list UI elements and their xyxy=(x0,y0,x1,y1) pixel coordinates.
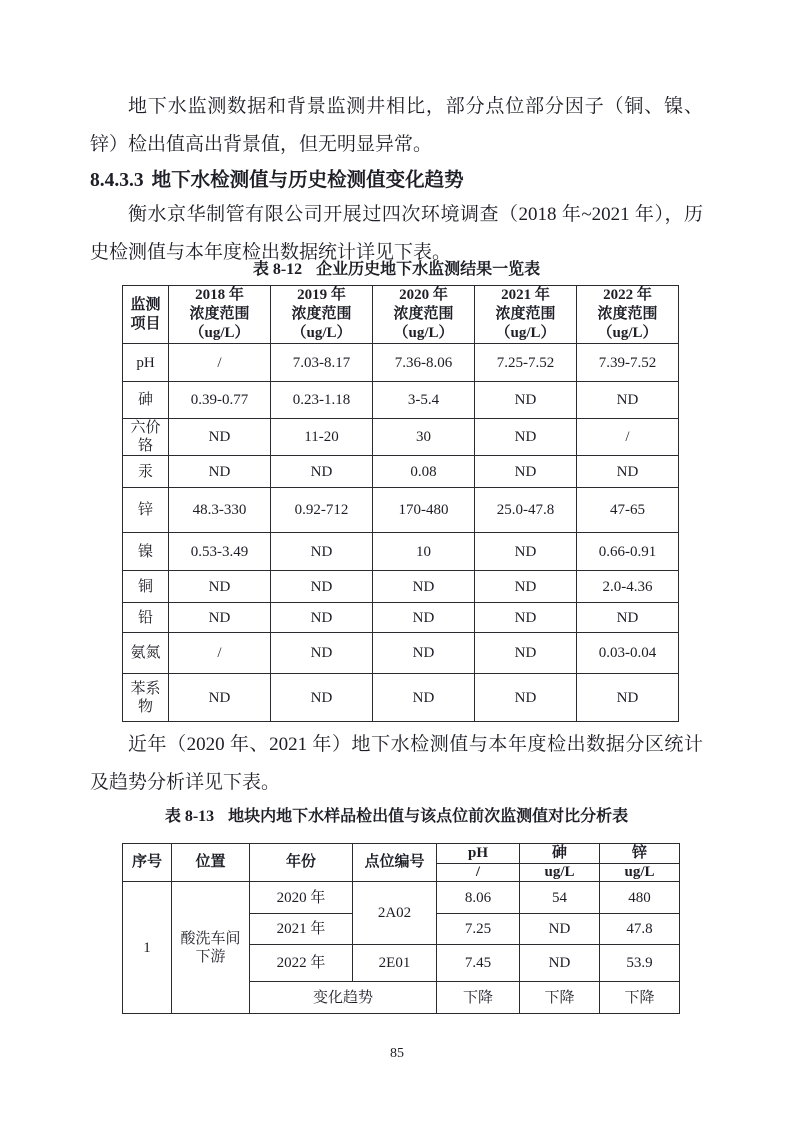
comparison-col-location: 位置 xyxy=(172,844,250,882)
group-no: 1 xyxy=(123,882,172,1014)
paragraph-recent: 近年（2020 年、2021 年）地下水检测值与本年度检出数据分区统计及趋势分析详见下表。 xyxy=(90,734,703,793)
table-row: 1 酸洗车间下游 2020 年 2A02 8.06 54 480 xyxy=(123,882,680,914)
comparison-table-caption-title: 地块内地下水样品检出值与该点位前次监测值对比分析表 xyxy=(228,808,629,825)
comparison-col-ph: pH xyxy=(437,844,520,864)
history-col-2019: 2019 年 浓度范围 （ug/L） xyxy=(271,286,373,344)
history-col-2022: 2022 年 浓度范围 （ug/L） xyxy=(577,286,679,344)
page-number: 85 xyxy=(390,1046,404,1061)
table-row: 锌 48.3-330 0.92-712 170-480 25.0-47.8 47-65 xyxy=(123,488,679,533)
table-row: 镍 0.53-3.49 ND 10 ND 0.66-0.91 xyxy=(123,533,679,571)
zinc-unit: ug/L xyxy=(600,864,680,882)
section-number: 8.4.3.3 xyxy=(90,170,144,191)
row-item-label: 苯系物 xyxy=(123,674,169,722)
paragraph-intro: 地下水监测数据和背景监测井相比，部分点位部分因子（铜、镍、锌）检出值高出背景值，但无明显异常。 xyxy=(90,96,703,155)
section-heading xyxy=(90,162,703,200)
comparison-col-year: 年份 xyxy=(250,844,353,882)
table-row: 2021 年 7.25 ND 47.8 xyxy=(123,914,680,945)
history-col-2020: 2020 年 浓度范围 （ug/L） xyxy=(373,286,475,344)
table-row: 苯系物 ND ND ND ND ND xyxy=(123,674,679,722)
comparison-col-point: 点位编号 xyxy=(353,844,437,882)
comparison-col-arsenic: 砷 xyxy=(520,844,600,864)
paragraph-survey: 衡水京华制管有限公司开展过四次环境调查（2018 年~2021 年），历史检测值与本年度检出数据统计详见下表。 xyxy=(90,204,703,263)
history-table-caption xyxy=(90,257,703,283)
table-row: 砷 0.39-0.77 0.23-1.18 3-5.4 ND ND xyxy=(123,382,679,419)
history-table-caption-title: 企业历史地下水监测结果一览表 xyxy=(316,261,541,278)
row-item-label: 锌 xyxy=(123,488,169,533)
ph-unit: / xyxy=(437,864,520,882)
group-location: 酸洗车间下游 xyxy=(172,882,250,1014)
history-col-item: 监测项目 xyxy=(123,286,169,344)
table-row: 铅 ND ND ND ND ND xyxy=(123,603,679,633)
comparison-table xyxy=(122,843,680,1014)
history-table-caption-label: 表 8-12 xyxy=(252,261,303,278)
row-item-label: 砷 xyxy=(123,382,169,419)
row-item-label: 六价铬 xyxy=(123,419,169,456)
table-row: pH / 7.03-8.17 7.36-8.06 7.25-7.52 7.39-7.52 xyxy=(123,344,679,382)
history-table xyxy=(122,285,679,722)
table-row: 2022 年 2E01 7.45 ND 53.9 xyxy=(123,945,680,982)
comparison-table-caption-label: 表 8-13 xyxy=(164,808,215,825)
row-item-label: 氨氮 xyxy=(123,633,169,674)
history-header-row xyxy=(123,286,679,344)
row-item-label: 镍 xyxy=(123,533,169,571)
row-item-label: 铅 xyxy=(123,603,169,633)
arsenic-unit: ug/L xyxy=(520,864,600,882)
history-col-2018: 2018 年 浓度范围 （ug/L） xyxy=(169,286,271,344)
comparison-table-caption xyxy=(90,804,703,830)
row-item-label: pH xyxy=(123,344,169,382)
comparison-header-row-1 xyxy=(123,844,680,864)
point-id: 2E01 xyxy=(353,945,437,982)
trend-label: 变化趋势 xyxy=(250,982,437,1014)
table-row: 汞 ND ND 0.08 ND ND xyxy=(123,456,679,488)
table-row: 氨氮 / ND ND ND 0.03-0.04 xyxy=(123,633,679,674)
table-row: 铜 ND ND ND ND 2.0-4.36 xyxy=(123,571,679,603)
section-title: 地下水检测值与历史检测值变化趋势 xyxy=(151,170,464,191)
point-id: 2A02 xyxy=(353,882,437,945)
comparison-col-no: 序号 xyxy=(123,844,172,882)
row-item-label: 汞 xyxy=(123,456,169,488)
trend-row: 变化趋势 下降 下降 下降 xyxy=(123,982,680,1014)
table-row: 六价铬 ND 11-20 30 ND / xyxy=(123,419,679,456)
history-col-2021: 2021 年 浓度范围 （ug/L） xyxy=(475,286,577,344)
row-item-label: 铜 xyxy=(123,571,169,603)
comparison-col-zinc: 锌 xyxy=(600,844,680,864)
